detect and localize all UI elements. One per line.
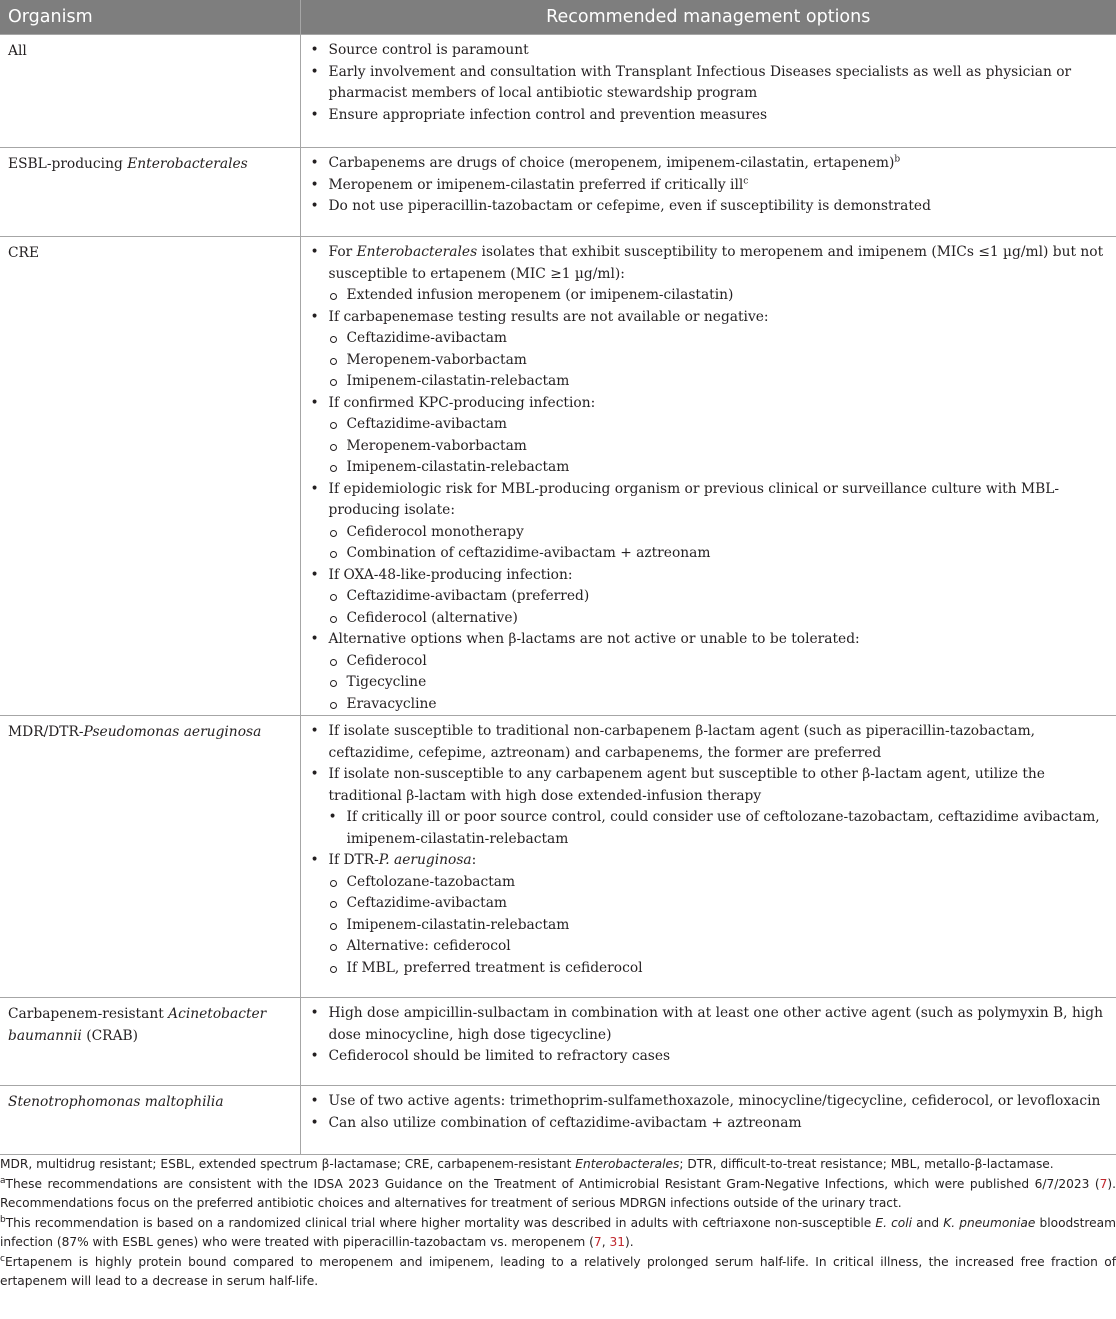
sub-option-item — [329, 414, 1113, 436]
italic-text: Stenotrophomonas maltophilia — [8, 1094, 224, 1110]
footnote-abbreviations — [0, 1155, 1116, 1175]
table-row — [0, 237, 1116, 716]
text-segment: Cefiderocol (alternative) — [346, 609, 518, 626]
options-cell — [300, 148, 1116, 237]
option-list — [311, 40, 1113, 126]
footnote-marker: c — [743, 175, 749, 186]
italic-text: P. aeruginosa — [378, 852, 472, 868]
text-segment: Ceftolozane-tazobactam — [346, 873, 516, 890]
text-segment: For — [328, 244, 357, 260]
options-cell — [300, 716, 1116, 998]
text-segment: Meropenem or imipenem-cilastatin preferred if critically ill — [328, 176, 744, 193]
text-segment: This recommendation is based on a randomized clinical trial where higher mortality was described in adults with ceftriaxone non-susceptible — [5, 1215, 876, 1230]
option-item — [311, 1113, 1113, 1135]
text-segment: MDR, multidrug resistant; ESBL, extended spectrum β-lactamase; CRE, carbapenem-resistant — [0, 1157, 576, 1171]
text-segment: If MBL, preferred treatment is cefiderocol — [346, 959, 643, 976]
text-segment: If DTR- — [328, 852, 379, 868]
sub-option-list — [329, 522, 1113, 565]
text-segment: Cefiderocol monotherapy — [346, 523, 524, 540]
text-segment: Cefiderocol — [346, 652, 427, 669]
text-segment: MDR/DTR- — [8, 724, 84, 740]
text-segment: Ceftazidime-avibactam — [346, 330, 508, 346]
option-item — [311, 565, 1113, 630]
footnote-a — [0, 1175, 1116, 1214]
sub-option-item — [329, 651, 1113, 673]
text-segment: , — [601, 1235, 610, 1249]
organism-cell — [0, 1086, 300, 1155]
column-header-management: Recommended management options — [300, 0, 1116, 35]
italic-text: Enterobacterales — [127, 156, 248, 172]
italic-text: E. coli — [875, 1215, 913, 1230]
organism-cell — [0, 148, 300, 237]
options-cell — [300, 35, 1116, 148]
text-segment: Alternative options when β-lactams are not active or unable to be tolerated: — [328, 631, 860, 647]
option-list — [311, 1003, 1113, 1068]
sub-option-item — [329, 436, 1113, 458]
text-segment: Can also utilize combination of ceftazidime-avibactam + aztreonam — [328, 1114, 802, 1131]
text-segment: Carbapenem-resistant — [8, 1006, 169, 1022]
option-item — [311, 105, 1113, 127]
text-segment: If OXA-48-like-producing infection: — [328, 566, 573, 583]
options-cell — [300, 998, 1116, 1086]
option-item — [311, 721, 1113, 764]
sub-option-list — [329, 285, 1113, 307]
text-segment: : — [471, 852, 477, 868]
option-item — [311, 850, 1113, 979]
sub-option-item — [329, 457, 1113, 479]
text-segment: Meropenem-vaborbactam — [346, 351, 527, 368]
text-segment: All — [8, 43, 27, 59]
italic-text: Acinetobacter baumannii — [8, 1006, 267, 1044]
footnote-marker: a — [0, 1175, 6, 1186]
text-segment: If critically ill or poor source control, could consider use of ceftolozane-tazobactam, ceftazidime avibactam, imipenem-cilastatin-relebactam — [346, 809, 1100, 847]
option-list — [311, 242, 1113, 715]
text-segment: CRE — [8, 245, 40, 261]
text-segment: Alternative: cefiderocol — [346, 938, 511, 954]
text-segment: Ceftazidime-avibactam — [346, 895, 508, 911]
option-list — [311, 153, 1113, 218]
footnote-marker: c — [0, 1253, 5, 1264]
sub-option-item — [329, 694, 1113, 716]
text-segment: ESBL-producing — [8, 156, 128, 172]
sub-option-list — [329, 651, 1113, 716]
text-segment: ; DTR, difficult-to-treat resistance; MBL, metallo-β-lactamase. — [679, 1157, 1054, 1171]
option-list — [311, 1091, 1113, 1134]
sub-option-item — [329, 872, 1113, 894]
text-segment: Meropenem-vaborbactam — [346, 437, 527, 454]
options-cell — [300, 1086, 1116, 1155]
reference-link[interactable]: 7 — [593, 1235, 602, 1249]
text-segment: ). — [624, 1235, 634, 1249]
sub-option-item — [329, 328, 1113, 350]
organism-cell — [0, 237, 300, 716]
table-footnotes — [0, 1155, 1116, 1292]
option-item — [311, 393, 1113, 479]
sub-option-item — [329, 958, 1113, 980]
text-segment: If carbapenemase testing results are not available or negative: — [328, 308, 769, 325]
option-item — [329, 807, 1113, 850]
text-segment: Extended infusion meropenem (or imipenem-cilastatin) — [346, 287, 734, 303]
text-segment: Imipenem-cilastatin-relebactam — [346, 459, 570, 475]
sub-option-list — [329, 586, 1113, 629]
sub-option-item — [329, 608, 1113, 630]
text-segment: Imipenem-cilastatin-relebactam — [346, 916, 570, 933]
option-item — [311, 153, 1113, 175]
option-item — [311, 242, 1113, 307]
text-segment: bloodstream infection (87% with ESBL genes) who were treated with piperacillin-tazobactam vs. meropenem ( — [0, 1215, 1116, 1249]
sub-option-item — [329, 936, 1113, 958]
sub-option-item — [329, 893, 1113, 915]
option-item — [311, 175, 1113, 197]
organism-cell — [0, 998, 300, 1086]
option-item — [311, 307, 1113, 393]
option-item — [311, 629, 1113, 715]
italic-text: Enterobacterales — [356, 244, 478, 260]
organism-cell — [0, 716, 300, 998]
text-segment: If isolate non-susceptible to any carbapenem agent but susceptible to other β-lactam agent, utilize the traditional β-lactam with high dose extended-infusion therapy — [328, 766, 1045, 804]
footnote-marker: b — [0, 1214, 6, 1225]
text-segment: If epidemiologic risk for MBL-producing organism or previous clinical or surveillance culture with MBL-producing isolate: — [328, 480, 1060, 518]
reference-link[interactable]: 31 — [609, 1235, 625, 1249]
italic-text: Enterobacterales — [575, 1157, 680, 1171]
footnote-b — [0, 1214, 1116, 1253]
italic-text: K. pneumoniae — [943, 1215, 1036, 1230]
option-item — [311, 196, 1113, 218]
option-item — [311, 764, 1113, 807]
option-list — [311, 721, 1113, 979]
text-segment: Early involvement and consultation with Transplant Infectious Diseases specialists as well as physician or pharmacist members of local antibiotic stewardship program — [328, 63, 1072, 101]
sub-option-list — [329, 328, 1113, 393]
option-item — [311, 40, 1113, 62]
option-item — [311, 1091, 1113, 1113]
text-segment: If confirmed KPC-producing infection: — [328, 394, 596, 411]
text-segment: Do not use piperacillin-tazobactam or cefepime, even if susceptibility is demonstrated — [328, 198, 931, 214]
sub-option-item — [329, 586, 1113, 608]
text-segment: ). Recommendations focus on the preferred antibiotic choices and alternatives for treatment of serious MDRGN infections outside of the urinary tract. — [0, 1176, 1116, 1210]
text-segment: Source control is paramount — [328, 42, 529, 58]
text-segment: (CRAB) — [81, 1027, 139, 1044]
option-item — [311, 479, 1113, 565]
table-row — [0, 998, 1116, 1086]
footnote-c — [0, 1253, 1116, 1292]
option-item — [311, 62, 1113, 105]
text-segment: Carbapenems are drugs of choice (meropenem, imipenem-cilastatin, ertapenem) — [328, 155, 895, 171]
sub-option-item — [329, 915, 1113, 937]
table-header-row — [0, 0, 1116, 35]
sub-option-list — [329, 414, 1113, 479]
text-segment: Cefiderocol should be limited to refractory cases — [328, 1048, 671, 1064]
text-segment: and — [912, 1215, 944, 1230]
column-header-organism: Organism — [0, 0, 300, 35]
sub-option-item — [329, 285, 1113, 307]
sub-option-list — [329, 872, 1113, 980]
italic-text: Pseudomonas aeruginosa — [83, 724, 262, 740]
text-segment: Eravacycline — [346, 695, 437, 712]
table-row — [0, 148, 1116, 237]
text-segment: Imipenem-cilastatin-relebactam — [346, 373, 570, 389]
text-segment: Ertapenem is highly protein bound compared to meropenem and imipenem, leading to a relatively prolonged serum half-life. In critical illness, the increased free fraction of ertapenem will lead to a decrease in serum half-life. — [0, 1254, 1116, 1288]
text-segment: Tigecycline — [346, 674, 427, 690]
text-segment: High dose ampicillin-sulbactam in combination with at least one other active agent (such as polymyxin B, high dose minocycline, high dose tigecycline) — [328, 1005, 1103, 1043]
text-segment: Ensure appropriate infection control and prevention measures — [328, 106, 768, 123]
footnote-marker: b — [894, 154, 901, 165]
sub-option-item — [329, 371, 1113, 393]
text-segment: isolates that exhibit susceptibility to meropenem and imipenem (MICs ≤1 µg/ml) but not susceptible to ertapenem (MIC ≥1 µg/ml): — [328, 244, 1104, 282]
table-row — [0, 35, 1116, 148]
text-segment: Ceftazidime-avibactam — [346, 416, 508, 432]
organism-cell — [0, 35, 300, 148]
text-segment: If isolate susceptible to traditional non-carbapenem β-lactam agent (such as piperacillin-tazobactam, ceftazidime, cefepime, aztreonam) and carbapenems, the former are preferred — [328, 723, 1036, 761]
sub-option-item — [329, 672, 1113, 694]
table-row — [0, 1086, 1116, 1155]
option-item — [311, 1046, 1113, 1068]
sub-option-item — [329, 522, 1113, 544]
option-item — [311, 1003, 1113, 1046]
text-segment: Use of two active agents: trimethoprim-sulfamethoxazole, minocycline/tigecycline, cefiderocol, or levofloxacin — [328, 1093, 1101, 1109]
sub-option-item — [329, 543, 1113, 565]
text-segment: Ceftazidime-avibactam (preferred) — [346, 588, 590, 604]
table-row — [0, 716, 1116, 998]
options-cell — [300, 237, 1116, 716]
reference-link[interactable]: 7 — [1099, 1176, 1108, 1191]
text-segment: These recommendations are consistent with the IDSA 2023 Guidance on the Treatment of Antimicrobial Resistant Gram-Negative Infections, which were published 6/7/2023 ( — [5, 1176, 1100, 1191]
text-segment: Combination of ceftazidime-avibactam + aztreonam — [346, 545, 711, 561]
sub-option-item — [329, 350, 1113, 372]
